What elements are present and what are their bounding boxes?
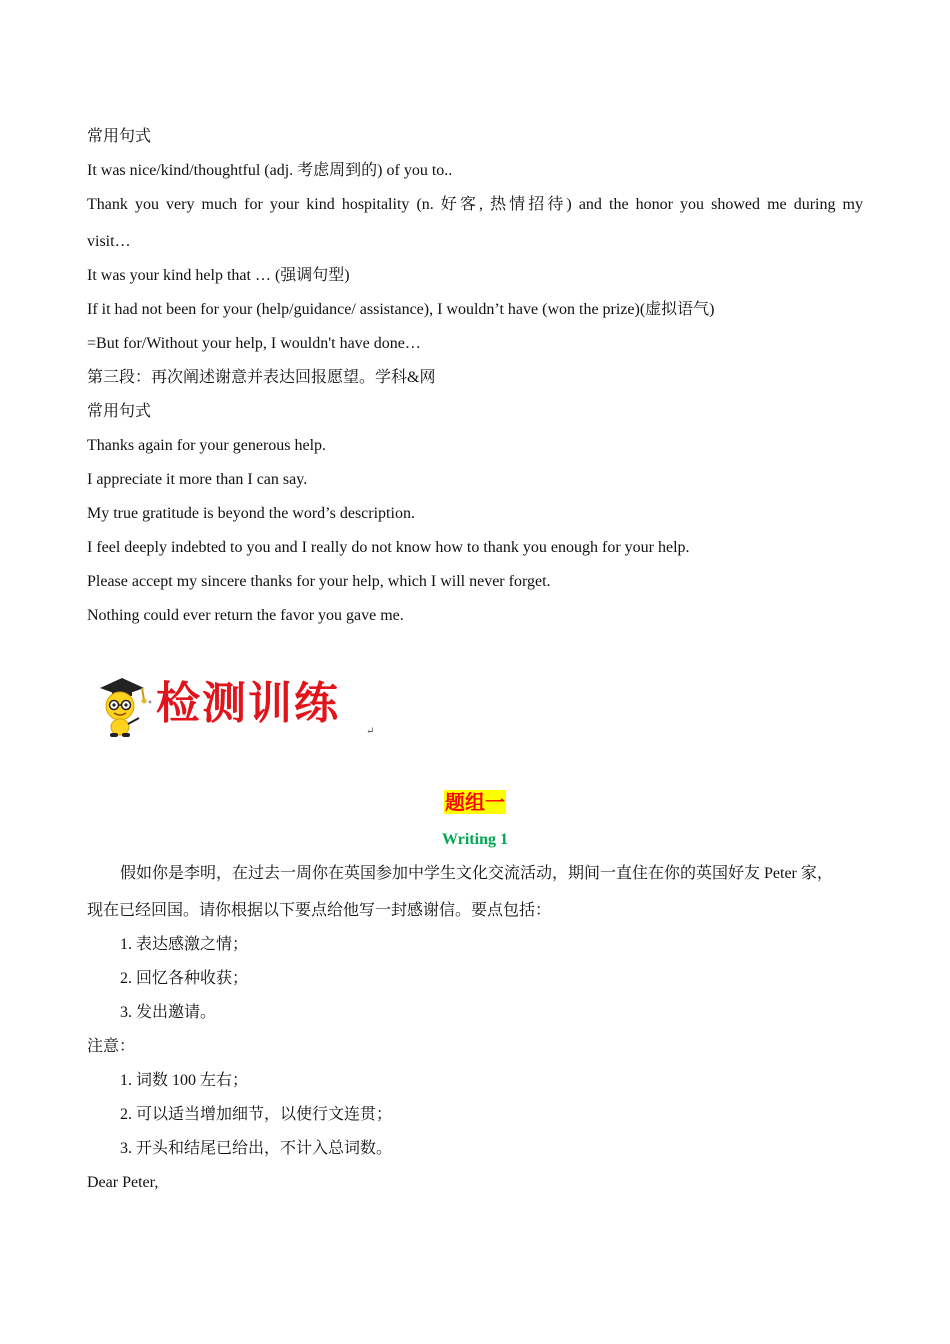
pattern-sentence: Nothing could ever return the favor you gave me. [87, 607, 404, 624]
writing-title: Writing 1 [442, 831, 508, 848]
prompt-text: 现在已经回国。请你根据以下要点给他写一封感谢信。要点包括： [87, 902, 552, 919]
key-point: 3. 发出邀请。 [120, 1004, 217, 1021]
practice-banner [92, 672, 382, 742]
pattern-sentence: It was your kind help that … (强调句型) [87, 267, 350, 284]
pattern-sentence: It was nice/kind/thoughtful (adj. 考虑周到的) of you to.. [87, 162, 453, 179]
practice-banner-title: 检测训练 [156, 678, 340, 729]
pattern-sentence: =But for/Without your help, I wouldn't have done… [87, 335, 421, 352]
prompt-text: 假如你是李明，在过去一周你在英国参加中学生文化交流活动，期间一直住在你的英国好友 Peter 家， [120, 865, 833, 882]
group-title: 题组一 [445, 790, 505, 814]
pattern-sentence-continuation: visit… [87, 233, 131, 250]
pattern-sentence: I appreciate it more than I can say. [87, 471, 308, 488]
note-item: 1. 词数 100 左右； [120, 1072, 249, 1089]
common-patterns-label: 常用句式 [87, 403, 152, 420]
paragraph-three-note: 第三段：再次阐述谢意并表达回报愿望。学科&网 [87, 369, 436, 386]
group-title-line [0, 790, 950, 817]
common-patterns-label: 常用句式 [87, 128, 152, 145]
notes-label: 注意： [87, 1038, 136, 1055]
key-point: 2. 回忆各种收获； [120, 970, 249, 987]
key-point: 1. 表达感激之情； [120, 936, 249, 953]
paragraph-return-mark: ↵ [366, 726, 375, 737]
pattern-sentence: Please accept my sincere thanks for your help, which I will never forget. [87, 573, 551, 590]
pattern-sentence: If it had not been for your (help/guidance/ assistance), I wouldn’t have (won the prize)(虚拟语气) [87, 301, 715, 318]
note-item: 3. 开头和结尾已给出，不计入总词数。 [120, 1140, 393, 1157]
letter-salutation: Dear Peter, [87, 1174, 159, 1191]
pattern-sentence: I feel deeply indebted to you and I really do not know how to thank you enough for your help. [87, 539, 690, 556]
graduate-mascot-icon [92, 674, 154, 740]
pattern-sentence: Thank you very much for your kind hospitality (n. 好客, 热情招待) and the honor you showed me during my [87, 196, 863, 213]
pattern-sentence: Thanks again for your generous help. [87, 437, 327, 454]
note-item: 2. 可以适当增加细节，以使行文连贯； [120, 1106, 393, 1123]
pattern-sentence: My true gratitude is beyond the word’s description. [87, 505, 415, 522]
